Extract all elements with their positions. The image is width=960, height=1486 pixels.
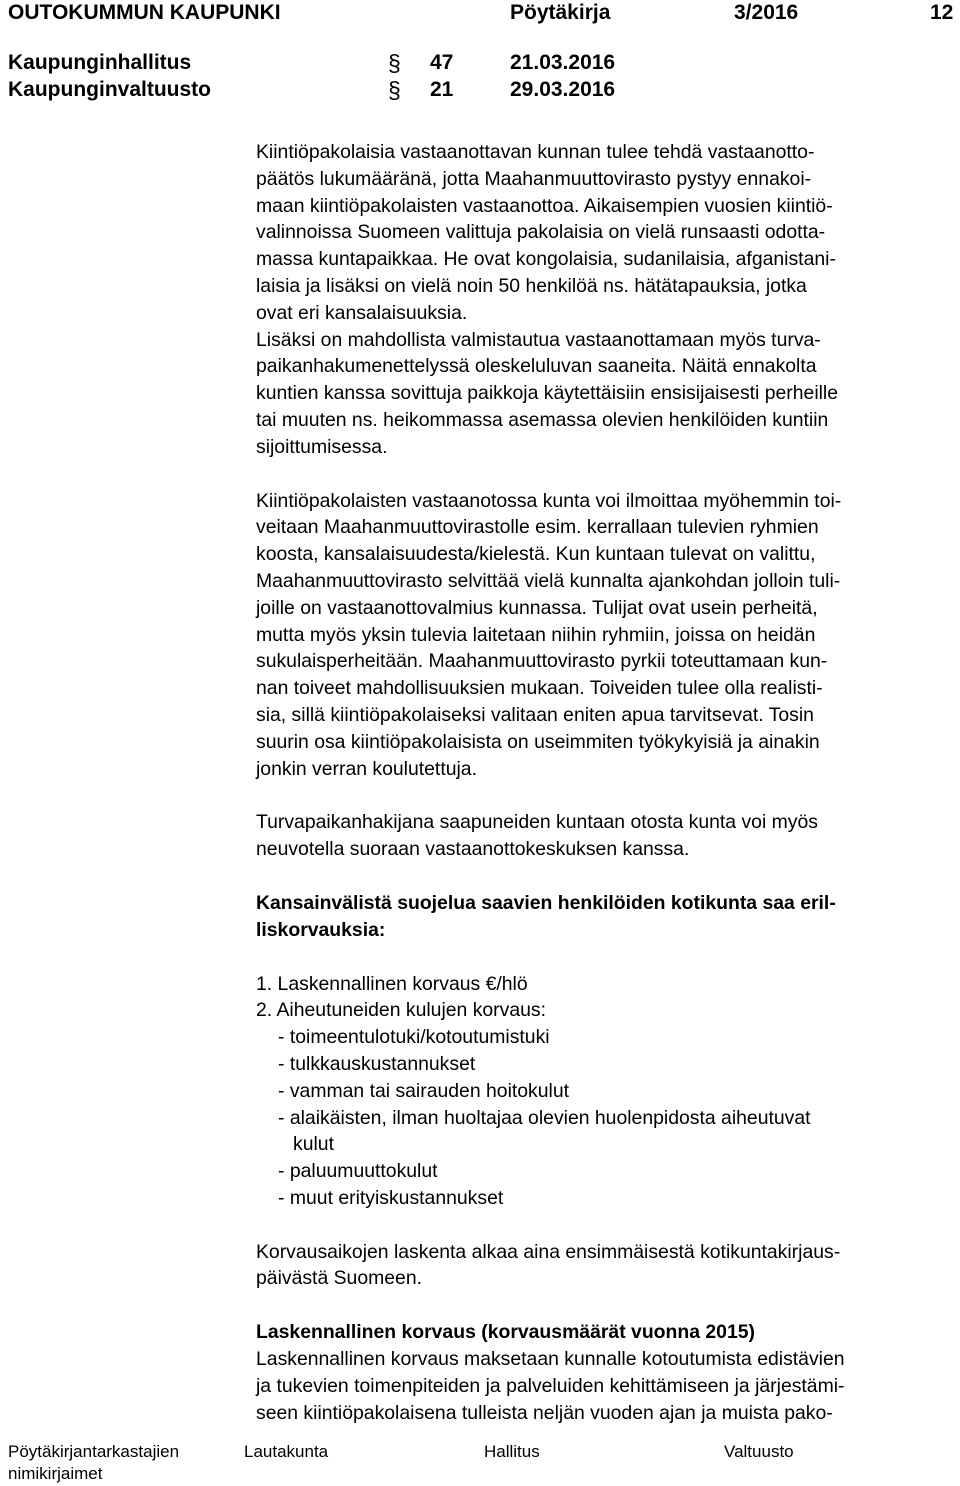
meeting-body: Kaupunginhallitus: [8, 51, 192, 74]
text-line: Kiintiöpakolaisia vastaanottavan kunnan tulee tehdä vastaanotto-: [256, 141, 815, 163]
section-number: 47: [430, 51, 454, 74]
text-line: päätös lukumääränä, jotta Maahanmuuttovirasto pystyy ennakoi-: [256, 167, 812, 190]
document-body: [256, 139, 956, 1426]
section-heading-calculated-compensation: Laskennallinen korvaus (korvausmäärät vuonna 2015): [256, 1321, 755, 1344]
list-subitem: - tulkkauskustannukset: [278, 1052, 476, 1075]
text-line: seen kiintiöpakolaisena tulleista neljän vuoden ajan ja muista pako-: [256, 1401, 833, 1424]
text-line: sijoittumisessa.: [256, 435, 388, 458]
footer-government: Hallitus: [484, 1442, 540, 1461]
text-line: Kiintiöpakolaisten vastaanotossa kunta voi ilmoittaa myöhemmin toi-: [256, 489, 842, 512]
text-line: tai muuten ns. heikommassa asemassa olevien henkilöiden kuntiin: [256, 408, 829, 431]
list-item: 2. Aiheutuneiden kulujen korvaus:: [256, 999, 546, 1022]
text-line: Lisäksi on mahdollista valmistautua vastaanottamaan myös turva-: [256, 328, 821, 351]
section-heading-compensation: [256, 890, 956, 944]
text-line: koosta, kansalaisuudesta/kielestä. Kun kuntaan tulevat on valittu,: [256, 543, 816, 566]
list-subitem: - alaikäisten, ilman huoltajaa olevien huolenpidosta aiheutuvat: [278, 1106, 811, 1129]
doc-type: Pöytäkirja: [510, 1, 611, 24]
text-line: suurin osa kiintiöpakolaisista on useimmiten työkykyisiä ja ainakin: [256, 730, 820, 753]
text-line: paikanhakumenettelyssä oleskeluluvan saaneita. Näitä ennakolta: [256, 355, 817, 378]
list-subitem: - muut erityiskustannukset: [278, 1186, 504, 1209]
meeting-date: 29.03.2016: [510, 78, 616, 101]
meeting-body: Kaupunginvaltuusto: [8, 78, 211, 101]
text-line: jonkin verran koulutettuja.: [256, 757, 477, 780]
text-line: Turvapaikanhakijana saapuneiden kuntaan otosta kunta voi myös: [256, 811, 818, 834]
text-line: veitaan Maahanmuuttovirastolle esim. kerrallaan tulevien ryhmien: [256, 516, 819, 539]
text-line: joille on vastaanottovalmius kunnassa. Tulijat ovat usein perheitä,: [256, 596, 818, 619]
paragraph-1: [256, 139, 956, 461]
footer-council: Valtuusto: [724, 1442, 794, 1461]
doc-number: 3/2016: [734, 1, 799, 24]
compensation-list: [256, 971, 956, 1212]
paragraph-5: [256, 1346, 956, 1426]
paragraph-2: [256, 488, 956, 783]
text-line: neuvotella suoraan vastaanottokeskuksen kanssa.: [256, 838, 690, 861]
list-subitem: - paluumuuttokulut: [278, 1160, 438, 1183]
text-line: massa kuntapaikkaa. He ovat kongolaisia, sudanilaisia, afganistani-: [256, 248, 836, 271]
text-line: laisia ja lisäksi on vielä noin 50 henkilöä ns. hätätapauksia, jotka: [256, 274, 807, 297]
list-item: 1. Laskennallinen korvaus €/hlö: [256, 972, 528, 995]
section-sign: §: [388, 50, 401, 76]
footer-board: Lautakunta: [244, 1442, 329, 1461]
section-sign: §: [388, 77, 401, 103]
footer-label: nimikirjaimet: [8, 1464, 103, 1483]
list-subitem-continuation: kulut: [293, 1133, 334, 1156]
org-name: OUTOKUMMUN KAUPUNKI: [8, 1, 281, 24]
meeting-date: 21.03.2016: [510, 51, 616, 74]
text-line: mutta myös yksin tulevia laitetaan niihin ryhmiin, joissa on heidän: [256, 623, 816, 646]
text-line: ja tukevien toimenpiteiden ja palveluiden kehittämiseen ja järjestämi-: [256, 1374, 845, 1397]
text-line: Laskennallinen korvaus maksetaan kunnalle kotoutumista edistävien: [256, 1348, 845, 1371]
text-line: Maahanmuuttovirasto selvittää vielä kunnalta ajankohdan jolloin tuli-: [256, 569, 841, 592]
paragraph-3: [256, 809, 956, 863]
heading-line: liskorvauksia:: [256, 918, 386, 941]
text-line: ovat eri kansalaisuuksia.: [256, 301, 468, 324]
heading-line: Kansainvälistä suojelua saavien henkilöiden kotikunta saa eril-: [256, 891, 836, 914]
footer-reviewers-initials: [8, 1441, 179, 1485]
footer-label: Pöytäkirjantarkastajien: [8, 1442, 180, 1461]
text-line: kuntien kanssa sovittuja paikkoja käytettäisiin ensisijaisesti perheille: [256, 382, 839, 405]
text-line: sia, sillä kiintiöpakolaiseksi valitaan eniten apua tarvitsevat. Tosin: [256, 703, 814, 726]
list-subitem: - vamman tai sairauden hoitokulut: [278, 1079, 570, 1102]
text-line: nan toiveet mahdollisuuksien mukaan. Toiveiden tulee olla realisti-: [256, 677, 823, 700]
text-line: sukulaisperheitään. Maahanmuuttovirasto pyrkii toteuttamaan kun-: [256, 650, 828, 673]
paragraph-4: [256, 1239, 956, 1293]
text-line: maan kiintiöpakolaisten vastaanottoa. Aikaisempien vuosien kiintiö-: [256, 194, 833, 217]
text-line: valinnoissa Suomeen valittuja pakolaisia on vielä runsaasti odotta-: [256, 221, 826, 244]
page-number: 12: [930, 1, 954, 24]
list-subitem: - toimeentulotuki/kotoutumistuki: [278, 1026, 550, 1049]
section-number: 21: [430, 78, 454, 101]
text-line: Korvausaikojen laskenta alkaa aina ensimmäisestä kotikuntakirjaus-: [256, 1240, 841, 1263]
text-line: päivästä Suomeen.: [256, 1267, 423, 1290]
